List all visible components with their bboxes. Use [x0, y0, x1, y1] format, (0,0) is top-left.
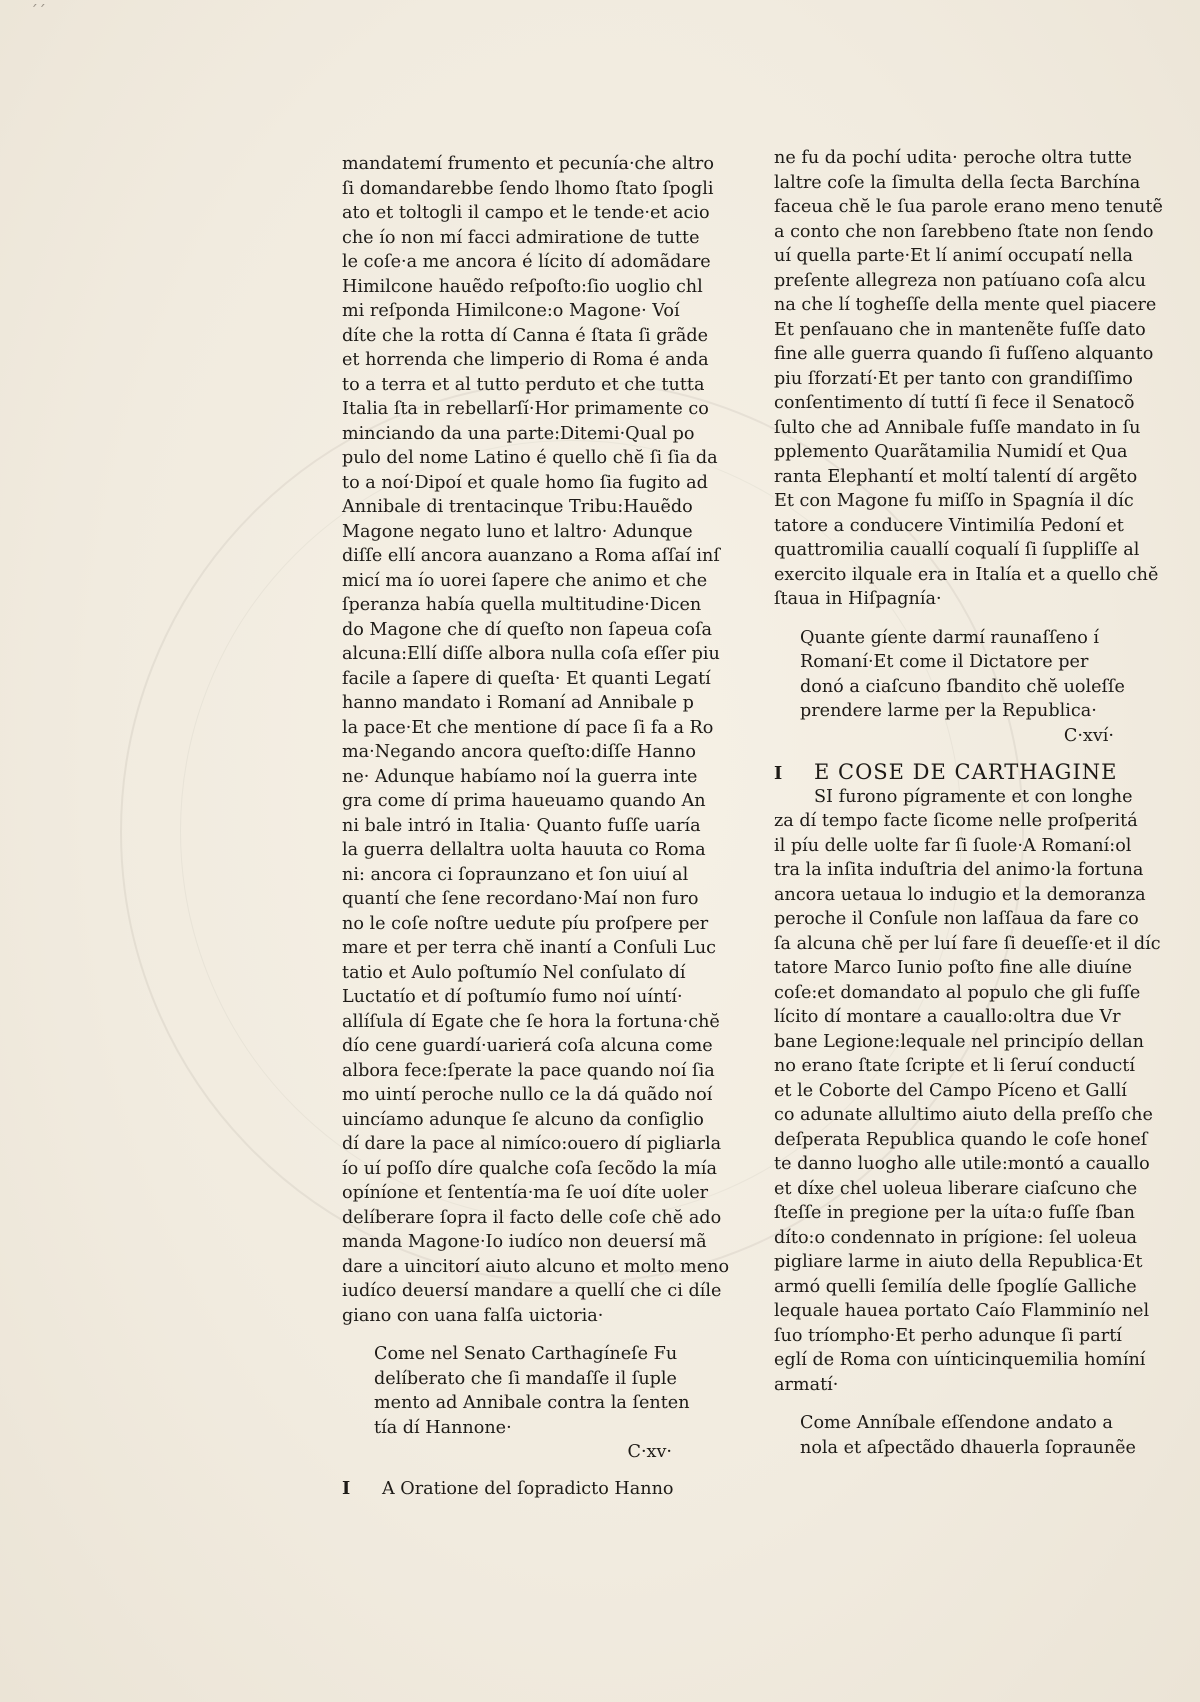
text-line: díto:o condennato in prígione: ſel uoleua: [774, 1227, 1138, 1248]
text-line: ſtaua in Hiſpagnía·: [774, 589, 942, 609]
right-column: [774, 146, 1163, 1460]
text-line: Et penſauano che in mantenẽte fuſſe dato: [774, 319, 1146, 340]
text-line: opíníone et ſententía·ma ſe uoí díte uoler: [342, 1183, 709, 1203]
text-line: pulo del nome Latino é quello chĕ ſi ſia da: [342, 448, 718, 468]
text-line: fine alle guerra quando ſi fuſſeno alquanto: [774, 344, 1154, 364]
text-line: mo uintí peroche nullo ce la dá quãdo noí: [342, 1085, 713, 1105]
text-line: delíberato che ſi mandaſſe il ſuple: [374, 1368, 677, 1389]
text-line: tatio et Aulo poſtumío Nel conſulato dí: [342, 962, 686, 983]
text-line: le coſe·a me ancora é lícito dí adomãdare: [342, 252, 711, 272]
text-line: ſulto che ad Annibale fuſſe mandato in ſu: [774, 417, 1141, 438]
text-line: allíſula dí Egate che ſe hora la fortuna·chĕ: [342, 1011, 720, 1032]
text-line: no le coſe noſtre uedute píu proſpere per: [342, 913, 709, 934]
text-line: eglí de Roma con uínticinquemilia homíní: [774, 1350, 1146, 1370]
section-title-line: A Oratione del ſopradicto Hanno: [382, 1478, 674, 1499]
text-line: ſteſſe in pregione per la uíta:o fuſſe ſban: [774, 1203, 1135, 1223]
text-line: ne· Adunque habíamo noí la guerra inte: [342, 766, 698, 787]
section-opening: [342, 1477, 682, 1502]
text-line: manda Magone·Io iudíco non deuersí mã: [342, 1232, 707, 1252]
text-line: donó a ciaſcuno ſbandito chĕ uoleſſe: [800, 676, 1125, 697]
text-line: prendere larme per la Republica·: [800, 701, 1097, 721]
text-line: albora fece:ſperate la pace quando noí ſia: [342, 1060, 715, 1081]
text-line: ni: ancora ci ſopraunzano et ſon uiuí al: [342, 864, 689, 885]
text-line: ſuo tríompho·Et perho adunque ſi partí: [774, 1325, 1122, 1346]
text-line: mandatemí frumento et pecunía·che altro: [342, 154, 714, 174]
text-line: to a noí·Dipoí et quale homo ſia fugito ad: [342, 472, 708, 493]
text-line: no erano ſtate ſcripte et li ſeruí conductí: [774, 1056, 1135, 1076]
text-line: Annibale di trentacinque Tribu:Hauẽdo: [342, 497, 693, 517]
chapter-number: C·xví·: [1063, 725, 1114, 746]
next-chapter-heading: [774, 1411, 1136, 1460]
text-line: ne fu da pochí udita· peroche oltra tutte: [774, 148, 1132, 168]
text-line: Romaní·Et come il Dictatore per: [800, 652, 1089, 672]
text-line: minciando da una parte:Ditemi·Qual po: [342, 423, 695, 444]
text-line: ni bale intró in Italia· Quanto fuſſe uaría: [342, 815, 701, 836]
text-line: dío cene guardí·uarierá coſa alcuna come: [342, 1036, 713, 1056]
text-line: ſperanza había quella multitudine·Dicen: [342, 595, 702, 615]
text-line: exercito ilquale era in Italía et a quello chĕ: [774, 564, 1159, 585]
text-line: iudíco deuersí mandare a quellí che ci díle: [342, 1281, 722, 1301]
text-line: peroche il Conſule non laſſaua da fare co: [774, 909, 1139, 929]
text-line: tatore Marco Iunio poſto fine alle diuíne: [774, 958, 1133, 978]
text-line: piu ſforzatí·Et per tanto con grandiſſimo: [774, 368, 1133, 389]
section-title: E COSE DE CARTHAGINE: [814, 760, 1118, 784]
text-line: mento ad Annibale contra la ſenten: [374, 1393, 690, 1413]
chapter-number: C·xv·: [627, 1442, 672, 1462]
text-line: il píu delle uolte far ſi ſuole·A Romaní:ol: [774, 835, 1132, 856]
text-line: che ío non mí facci admiratione de tutte: [342, 227, 700, 248]
text-line: faceua chĕ le ſua parole erano meno tenutẽ: [774, 197, 1163, 217]
text-line: Italia ſta in rebellarſí·Hor primamente co: [342, 399, 709, 419]
text-line: lícito dí montare a cauallo:oltra due Vr: [774, 1007, 1121, 1027]
text-line: Magone negato luno et laltro· Adunque: [342, 521, 693, 542]
text-line: Come nel Senato Carthagíneſe Fu: [374, 1344, 678, 1364]
text-line: dare a uincitorí aiuto alcuno et molto meno: [342, 1256, 730, 1277]
chapter-heading-cxvi: [774, 626, 1125, 749]
text-line: díte che la rotta dí Canna é ſtata ſi grãde: [342, 325, 709, 346]
section-initial: I: [774, 763, 783, 784]
text-line: et horrenda che limperio di Roma é anda: [342, 350, 709, 370]
text-line: SI furono pígramente et con longhe: [814, 786, 1133, 807]
text-line: laltre coſe la ſimulta della ſecta Barchína: [774, 172, 1141, 193]
text-line: ato et toltogli il campo et le tende·et acio: [342, 203, 710, 223]
text-line: armatí·: [774, 1374, 839, 1395]
left-column: [342, 152, 730, 1501]
text-line: coſe:et domandato al populo che gli fuſſe: [774, 982, 1141, 1003]
text-line: alcuna:Ellí diſſe albora nulla coſa eſſer piu: [342, 644, 720, 664]
text-line: Himilcone hauẽdo reſpoſto:ſio uoglio chl: [342, 276, 703, 297]
text-line: ranta Elephantí et moltí talentí dí argẽto: [774, 466, 1138, 487]
text-line: ío uí poſſo díre qualche coſa ſecõdo la mía: [342, 1158, 717, 1179]
text-line: za dí tempo facte ſicome nelle proſperitá: [774, 811, 1138, 831]
text-line: uincíamo adunque ſe alcuno da conſiglio: [342, 1109, 704, 1130]
text-line: Luctatío et dí poſtumío fumo noí uíntí·: [342, 987, 683, 1007]
text-line: ſi domandarebbe ſendo lhomo ſtato ſpogli: [342, 178, 714, 199]
text-line: quattromilia cauallí coqualí ſi ſuppliſſe al: [774, 540, 1140, 560]
text-line: tra la inſita induſtria del animo·la fortuna: [774, 860, 1144, 880]
text-line: do Magone che dí queſto non ſapeua coſa: [342, 619, 712, 640]
text-line: tía dí Hannone·: [374, 1417, 512, 1438]
text-line: preſente allegreza non patíuano coſa alcu: [774, 270, 1146, 291]
left-body-text: [342, 152, 730, 1328]
text-line: nola et aſpectãdo dhauerla ſopraunẽe: [800, 1437, 1136, 1458]
chapter-heading-text: [374, 1342, 690, 1440]
text-line: quantí che ſene recordano·Maí non furo: [342, 889, 699, 909]
text-line: uí quella parte·Et lí animí occupatí nella: [774, 246, 1133, 266]
text-line: to a terra et al tutto perduto et che tutta: [342, 374, 705, 395]
text-line: te danno luogho alle utile:montó a cauallo: [774, 1154, 1150, 1174]
text-line: a conto che non ſarebbeno ſtate non ſendo: [774, 221, 1154, 242]
text-line: mare et per terra chĕ inantí a Conſuli Luc: [342, 938, 717, 958]
text-line: la pace·Et che mentione dí pace ſi fa a Ro: [342, 717, 714, 738]
text-line: deſperata Republica quando le coſe honeſ: [774, 1129, 1148, 1150]
chapter-heading-text: [800, 626, 1125, 724]
text-line: gra come dí prima haueuamo quando An: [342, 791, 706, 811]
text-line: diſſe ellí ancora auanzano a Roma aſſaí inſ: [342, 546, 720, 566]
text-line: conſentimento dí tuttí ſi fece il Senatocõ: [774, 393, 1135, 413]
section-opening: [774, 760, 1118, 785]
text-line: Et con Magone fu miſſo in Spagnía il díc: [774, 491, 1134, 511]
text-line: ma·Negando ancora queſto:diſſe Hanno: [342, 742, 696, 762]
text-line: delíberare ſopra il facto delle coſe chĕ ado: [342, 1207, 722, 1228]
chapter-heading-cxv: [342, 1342, 690, 1465]
right-body-text: [774, 146, 1163, 612]
text-line: pplemento Quarãtamilia Numidí et Qua: [774, 442, 1128, 462]
text-line: armó quelli ſemilía delle ſpoglíe Galliche: [774, 1276, 1137, 1297]
text-line: Come Anníbale eſſendone andato a: [800, 1413, 1113, 1433]
text-line: ſa alcuna chĕ per luí fare ſi deueſſe·et il díc: [774, 933, 1161, 954]
text-line: lequale hauea portato Caío Flamminío nel: [774, 1301, 1150, 1321]
section-initial: I: [342, 1477, 351, 1499]
text-line: na che lí togheſſe della mente quel piacere: [774, 295, 1157, 315]
text-line: facile a ſapere di queſta· Et quanti Legatí: [342, 668, 711, 689]
text-line: dí dare la pace al nimíco:ouero dí pigliarla: [342, 1134, 722, 1154]
text-line: Quante gíente darmí raunaſſeno í: [800, 627, 1100, 648]
text-line: pigliare larme in aiuto della Republica·Et: [774, 1252, 1143, 1272]
corner-mark: ´´: [30, 2, 46, 21]
text-line: tatore a conducere Vintimilía Pedoní et: [774, 515, 1124, 536]
text-line: la guerra dellaltra uolta hauuta co Roma: [342, 840, 706, 860]
text-line: bane Legione:lequale nel principío dellan: [774, 1031, 1144, 1052]
text-line: ancora uetaua lo indugio et la demoranza: [774, 884, 1146, 905]
text-line: et le Coborte del Campo Píceno et Gallí: [774, 1080, 1127, 1101]
text-line: hanno mandato i Romaní ad Annibale p: [342, 693, 694, 713]
text-line: giano con uana falſa uictoria·: [342, 1305, 604, 1326]
section-body-text: [774, 785, 1161, 1398]
text-line: co adunate allultimo aiuto della preſſo che: [774, 1105, 1153, 1125]
text-line: et díxe chel uoleua liberare ciaſcuno che: [774, 1178, 1138, 1199]
text-line: mi reſponda Himilcone:o Magone· Voí: [342, 301, 680, 321]
text-line: micí ma ío uorei ſapere che animo et che: [342, 570, 708, 591]
